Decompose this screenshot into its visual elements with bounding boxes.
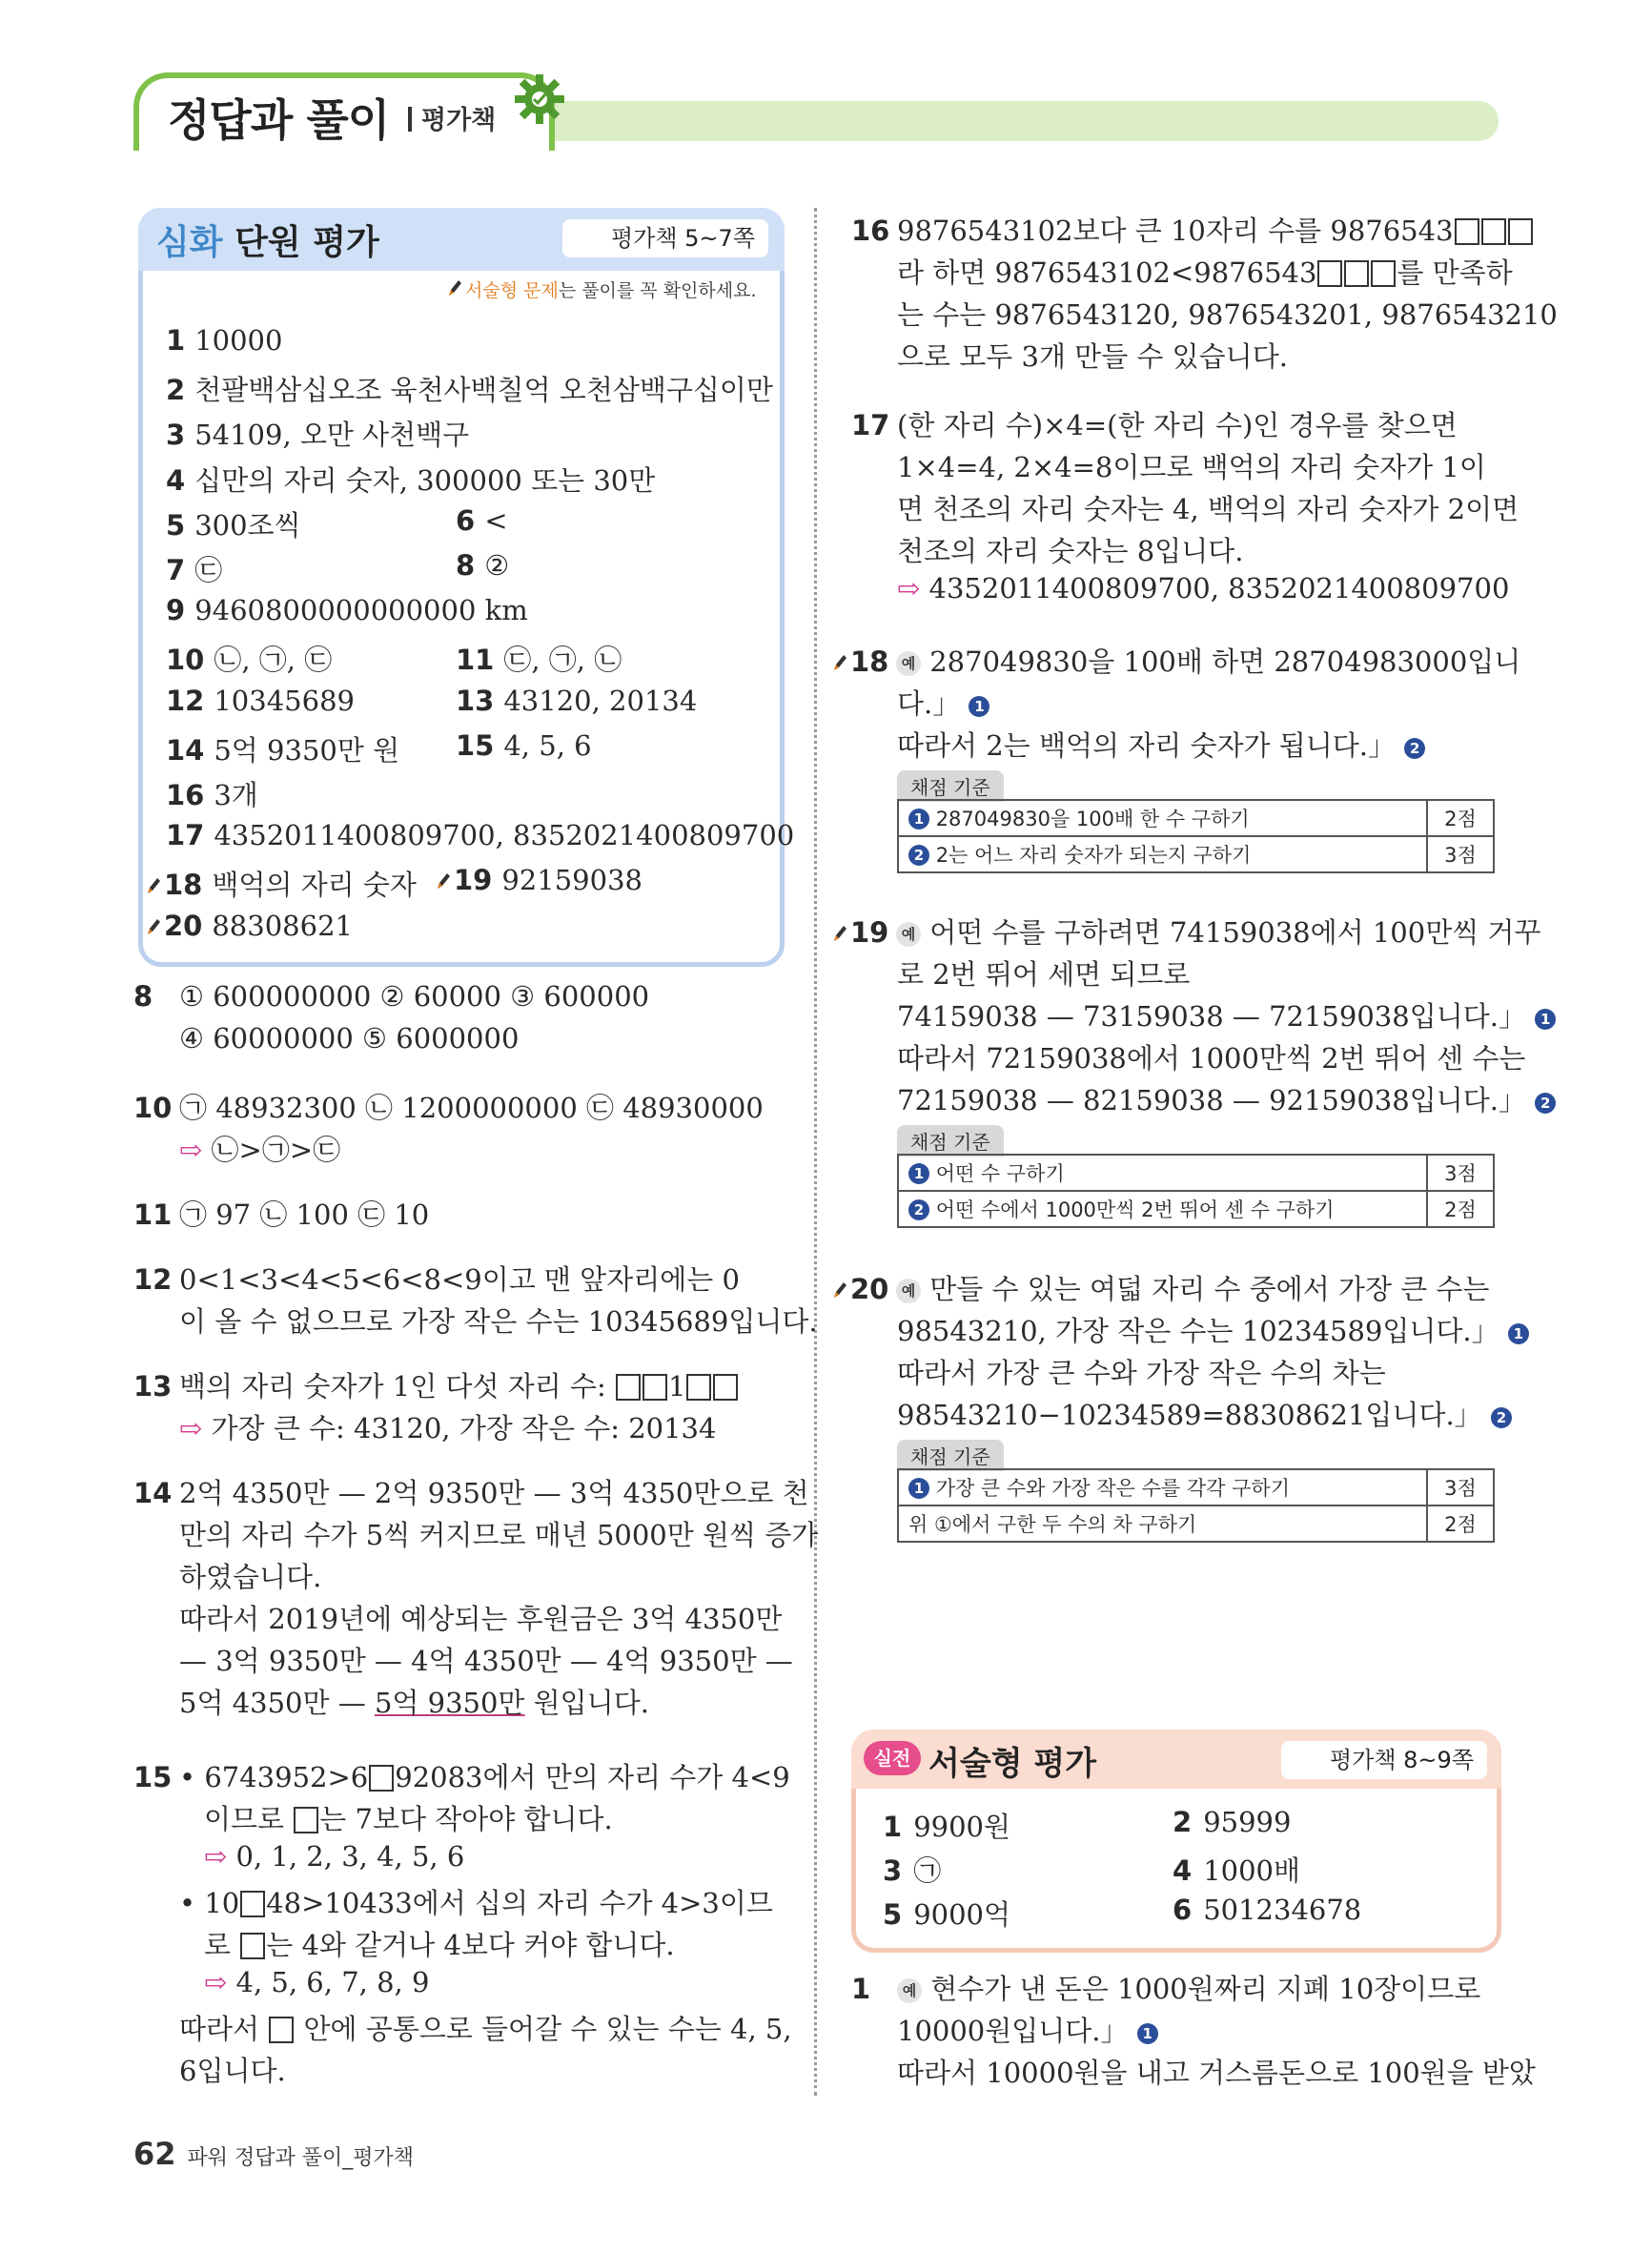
pencil-icon bbox=[145, 916, 162, 937]
blank-box bbox=[686, 1374, 711, 1401]
blank-box bbox=[616, 1374, 641, 1401]
scoring-table-19 bbox=[897, 1154, 1495, 1228]
solution-8-line1: 8 ① 600000000 ② 60000 ③ 600000 bbox=[133, 980, 650, 1013]
page-title: 정답과 풀이 bbox=[168, 94, 390, 146]
arrow-icon: ⇨ bbox=[179, 1412, 212, 1444]
blank-box bbox=[1371, 260, 1396, 287]
eval-answer-item: 10 ㉡, ㉠, ㉢ bbox=[166, 644, 333, 677]
solution-11-line1: 11 ㉠ 97 ㉡ 100 ㉢ 10 bbox=[133, 1198, 430, 1231]
scoring-label: 채점 기준 bbox=[897, 1440, 1004, 1471]
solution-14-line4: 따라서 2019년에 예상되는 후원금은 3억 4350만 bbox=[179, 1603, 783, 1635]
eval-answer-item: 3 54109, 오만 사천백구 bbox=[166, 419, 470, 452]
solution-15-line5: 로 는 4와 같거나 4보다 커야 합니다. bbox=[204, 1929, 675, 1961]
blank-box bbox=[1508, 218, 1533, 245]
page-number: 62 bbox=[133, 2136, 176, 2172]
writing-answer-item: 4 1000배 bbox=[1173, 1854, 1301, 1887]
pencil-icon bbox=[446, 277, 463, 298]
scoring-table-20 bbox=[897, 1468, 1495, 1543]
solution-10-line2: ⇨ ㉡>㉠>㉢ bbox=[179, 1134, 341, 1166]
writing-answer-item: 5 9000억 bbox=[883, 1898, 1011, 1931]
step-1-icon: 1 bbox=[1137, 2023, 1158, 2044]
solution-14-line6: 5억 4350만 — 5억 9350만 원입니다. bbox=[179, 1687, 649, 1719]
eval-answer-item: 20 88308621 bbox=[145, 910, 353, 942]
eval-answer-item: 15 4, 5, 6 bbox=[456, 728, 592, 762]
step-1-icon: 1 bbox=[1508, 1323, 1529, 1344]
solution-17-line4: 천조의 자리 숫자는 8입니다. bbox=[897, 535, 1244, 567]
solution-16-line2: 라 하면 9876543102<9876543 를 만족하 bbox=[897, 256, 1513, 289]
step-2-icon: 2 bbox=[1491, 1407, 1512, 1428]
solution-15-line1: 15 • 6743952>6 92083에서 만의 자리 수가 4<9 bbox=[133, 1761, 790, 1793]
table-row: 1 어떤 수 구하기 3점 bbox=[898, 1155, 1494, 1191]
writing-solution-1-line3: 따라서 10000원을 내고 거스름돈으로 100원을 받았 bbox=[897, 2057, 1536, 2089]
solution-19-line5: 72159038 — 82159038 — 92159038입니다.」 2 bbox=[897, 1079, 1556, 1118]
solution-20-line1: 20 예 만들 수 있는 여덟 자리 수 중에서 가장 큰 수는 bbox=[831, 1268, 1489, 1307]
step-2-icon: 2 bbox=[1535, 1093, 1556, 1114]
solution-10-line1: 10 ㉠ 48932300 ㉡ 1200000000 ㉢ 48930000 bbox=[133, 1092, 764, 1124]
solution-13-line1: 13 백의 자리 숫자가 1인 다섯 자리 수: 1 bbox=[133, 1365, 739, 1404]
solution-20-line3: 따라서 가장 큰 수와 가장 작은 수의 차는 bbox=[897, 1357, 1386, 1389]
solution-16-line1: 16 9876543102보다 큰 10자리 수를 9876543 bbox=[851, 210, 1534, 249]
blank-box bbox=[1344, 260, 1369, 287]
arrow-icon: ⇨ bbox=[897, 572, 929, 604]
solution-18-line2: 다.」 1 bbox=[897, 683, 989, 722]
pencil-icon bbox=[831, 923, 848, 944]
eval-answer-item: 7 ㉢ bbox=[166, 554, 223, 586]
writing-eval-badge: 실전 bbox=[864, 1741, 921, 1775]
table-row: 위 ①에서 구한 두 수의 차 구하기 2점 bbox=[898, 1505, 1494, 1542]
gear-icon bbox=[511, 71, 568, 128]
solution-20-line2: 98543210, 가장 작은 수는 10234589입니다.」 1 bbox=[897, 1310, 1529, 1349]
solution-8-line2: ④ 60000000 ⑤ 6000000 bbox=[179, 1022, 520, 1055]
solution-16-line4: 으로 모두 3개 만들 수 있습니다. bbox=[897, 340, 1288, 373]
table-row: 1 287049830을 100배 한 수 구하기 2점 bbox=[898, 800, 1494, 836]
page-subtitle: 평가책 bbox=[408, 99, 496, 136]
solution-16-line3: 는 수는 9876543120, 9876543201, 9876543210 bbox=[897, 298, 1558, 331]
scoring-label: 채점 기준 bbox=[897, 770, 1004, 802]
blank-box bbox=[1455, 218, 1479, 245]
pencil-icon bbox=[145, 875, 162, 896]
blank-box bbox=[1317, 260, 1342, 287]
solution-19-line3: 74159038 — 73159038 — 72159038입니다.」 1 bbox=[897, 995, 1556, 1034]
writing-answer-item: 2 95999 bbox=[1173, 1806, 1292, 1838]
eval-answer-item: 5 300조씩 bbox=[166, 508, 301, 542]
blank-box bbox=[240, 1891, 265, 1917]
solution-17-line2: 1×4=4, 2×4=8이므로 백억의 자리 숫자가 1이 bbox=[897, 451, 1486, 483]
writing-eval-page-ref: 평가책 8~9쪽 bbox=[1281, 1741, 1487, 1779]
solution-19-line4: 따라서 72159038에서 1000만씩 2번 뛰어 센 수는 bbox=[897, 1042, 1526, 1075]
writing-answer-item: 6 501234678 bbox=[1173, 1894, 1362, 1926]
solution-17-line5: ⇨ 4352011400809700, 8352021400809700 bbox=[897, 572, 1510, 604]
eval-answer-item: 18 백억의 자리 숫자 bbox=[145, 864, 417, 903]
solution-19-line2: 로 2번 뛰어 세면 되므로 bbox=[897, 958, 1191, 991]
example-badge: 예 bbox=[896, 1279, 921, 1303]
example-badge: 예 bbox=[896, 922, 921, 947]
solution-14-line5: — 3억 9350만 — 4억 4350만 — 4억 9350만 — bbox=[179, 1645, 793, 1677]
solution-15-line2: 이므로 는 7보다 작아야 합니다. bbox=[204, 1803, 613, 1835]
footer-text: 파워 정답과 풀이_평가책 bbox=[187, 2146, 415, 2170]
solution-12-line1: 12 0<1<3<4<5<6<8<9이고 맨 앞자리에는 0 bbox=[133, 1263, 740, 1296]
eval-answer-item: 8 ② bbox=[456, 549, 510, 582]
arrow-icon: ⇨ bbox=[179, 1134, 212, 1166]
writing-solution-1-line1: 1 예 현수가 낸 돈은 1000원짜리 지폐 10장이므로 bbox=[851, 1973, 1481, 2005]
eval-note: 서술형 문제는 풀이를 꼭 확인하세요. bbox=[446, 277, 757, 302]
solution-15-line4: • 10 48>10433에서 십의 자리 수가 4>3이므 bbox=[179, 1887, 773, 1919]
writing-solution-1-line2: 10000원입니다.」 1 bbox=[897, 2010, 1158, 2049]
blank-box bbox=[240, 1933, 265, 1959]
solution-15-line7: 따라서 안에 공통으로 들어갈 수 있는 수는 4, 5, bbox=[179, 2013, 792, 2045]
blank-box bbox=[369, 1765, 394, 1792]
solution-18-line1: 18 예 287049830을 100배 하면 28704983000입니 bbox=[831, 641, 1520, 680]
solution-15-line6: ⇨ 4, 5, 6, 7, 8, 9 bbox=[204, 1966, 430, 1998]
blank-box bbox=[269, 2017, 294, 2043]
table-row: 2 2는 어느 자리 숫자가 되는지 구하기 3점 bbox=[898, 836, 1494, 872]
solution-20-line4: 98543210−10234589=88308621입니다.」 2 bbox=[897, 1394, 1512, 1433]
arrow-icon: ⇨ bbox=[204, 1840, 236, 1873]
eval-answer-item: 16 3개 bbox=[166, 779, 258, 811]
solution-15-line3: ⇨ 0, 1, 2, 3, 4, 5, 6 bbox=[204, 1840, 465, 1873]
writing-answer-item: 3 ㉠ bbox=[883, 1854, 942, 1887]
pencil-icon bbox=[435, 870, 452, 891]
writing-answer-item: 1 9900원 bbox=[883, 1811, 1011, 1843]
solution-17-line3: 면 천조의 자리 숫자는 4, 백억의 자리 숫자가 2이면 bbox=[897, 493, 1519, 525]
blank-box bbox=[713, 1374, 738, 1401]
solution-15-line8: 6입니다. bbox=[179, 2055, 286, 2087]
step-2-icon: 2 bbox=[1404, 738, 1425, 759]
eval-answer-item: 12 10345689 bbox=[166, 684, 355, 717]
eval-answer-item: 1 10000 bbox=[166, 324, 283, 357]
eval-answer-item: 4 십만의 자리 숫자, 300000 또는 30만 bbox=[166, 463, 656, 497]
eval-answer-item: 17 4352011400809700, 8352021400809700 bbox=[166, 819, 795, 852]
solution-13-line2: ⇨ 가장 큰 수: 43120, 가장 작은 수: 20134 bbox=[179, 1412, 717, 1444]
eval-answer-item: 13 43120, 20134 bbox=[456, 684, 698, 717]
table-row: 1 가장 큰 수와 가장 작은 수를 각각 구하기 3점 bbox=[898, 1469, 1494, 1505]
solution-14-line2: 만의 자리 수가 5씩 커지므로 매년 5000만 원씩 증가 bbox=[179, 1519, 819, 1551]
solution-14-line1: 14 2억 4350만 — 2억 9350만 — 3억 4350만으로 천 bbox=[133, 1477, 809, 1509]
pencil-icon bbox=[831, 652, 848, 673]
example-badge: 예 bbox=[896, 651, 921, 676]
solution-18-line3: 따라서 2는 백억의 자리 숫자가 됩니다.」 2 bbox=[897, 725, 1425, 764]
table-row: 2 어떤 수에서 1000만씩 2번 뛰어 센 수 구하기 2점 bbox=[898, 1191, 1494, 1227]
example-badge: 예 bbox=[897, 1978, 922, 2003]
blank-box bbox=[294, 1807, 318, 1833]
writing-eval-title: 서술형 평가 bbox=[928, 1745, 1097, 1783]
pencil-icon bbox=[831, 1280, 848, 1301]
eval-box bbox=[138, 208, 785, 967]
step-1-icon: 1 bbox=[969, 696, 989, 717]
eval-answer-item: 11 ㉢, ㉠, ㉡ bbox=[456, 644, 622, 677]
page-footer bbox=[133, 2136, 414, 2172]
eval-answer-item: 19 92159038 bbox=[435, 864, 642, 896]
scoring-label: 채점 기준 bbox=[897, 1125, 1004, 1157]
eval-answer-item: 2 천팔백삼십오조 육천사백칠억 오천삼백구십이만 bbox=[166, 374, 773, 407]
blank-box bbox=[1481, 218, 1506, 245]
arrow-icon: ⇨ bbox=[204, 1966, 236, 1998]
solution-17-line1: 17 (한 자리 수)×4=(한 자리 수)인 경우를 찾으면 bbox=[851, 409, 1458, 441]
column-divider bbox=[814, 208, 817, 2096]
step-1-icon: 1 bbox=[1535, 1009, 1556, 1030]
eval-answer-item: 9 9460800000000000 km bbox=[166, 594, 528, 627]
solution-14-line3: 하였습니다. bbox=[179, 1561, 322, 1593]
blank-box bbox=[642, 1374, 667, 1401]
solution-12-line2: 이 올 수 없으므로 가장 작은 수는 10345689입니다. bbox=[179, 1305, 818, 1338]
eval-title: 심화 단원 평가 bbox=[156, 223, 379, 262]
eval-answer-item: 6 < bbox=[456, 503, 508, 537]
eval-answer-item: 14 5억 9350만 원 bbox=[166, 733, 400, 767]
eval-page-ref: 평가책 5~7쪽 bbox=[562, 219, 768, 257]
scoring-table-18 bbox=[897, 799, 1495, 873]
solution-19-line1: 19 예 어떤 수를 구하려면 74159038에서 100만씩 거꾸 bbox=[831, 911, 1540, 951]
